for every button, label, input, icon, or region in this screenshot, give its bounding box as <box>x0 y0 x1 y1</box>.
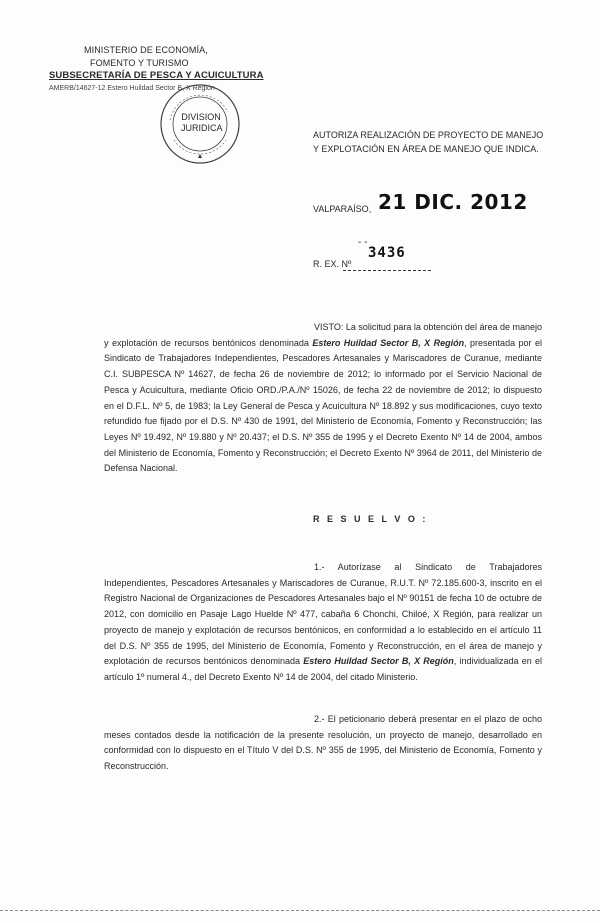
visto-rest: , presentada por el Sindicato de Trabajadores Independientes, Pescadores Artesanales y Mariscadores de Curanue, mediante C.I. SUBPESCA Nº 14627, de fecha 26 de noviembre de 2012; lo informado por el Servicio Nacional de Pesca y Acuicultura, mediante Oficio ORD./P.A./Nº 15026, de fecha 22 de noviembre de 2012; lo dispuesto en el D.F.L. Nº 5, de 1983; la Ley General de Pesca y Acuicultura Nº 18.892 y sus modificaciones, cuyo texto refundido fue fijado por el D.S. Nº 430 de 1991, del Ministerio de Economía, Fomento y Reconstrucción; las Leyes Nº 19.492, Nº 19.880 y Nº 20.437; el D.S. Nº 355 de 1995 y el Decreto Exento Nº 14 de 2004, ambos del Ministerio de Economía, Fomento y Reconstrucción; el Decreto Exento Nº 3964 de 2011, del Ministerio de Defensa Nacional. <box>104 337 542 474</box>
resuelvo-heading: R E S U E L V O : <box>313 514 428 524</box>
resolution-label: R. EX. Nº <box>313 259 352 269</box>
place-label: VALPARAÍSO, <box>313 204 372 214</box>
subsecretaria-name: SUBSECRETARÍA DE PESCA Y ACUICULTURA <box>49 70 264 81</box>
visto-lead: VISTO: La solicitud para la obtención del área de manejo y explotación de recursos bentónicos denominada <box>104 322 542 348</box>
article-1-rest: , individualizada en el artículo 1º numeral 4., del Decreto Exento Nº 14 de 2004, del citado Ministerio. <box>104 656 542 682</box>
title-line-1: AUTORIZA REALIZACIÓN DE PROYECTO DE MANEJO <box>313 130 544 140</box>
number-underline <box>343 270 431 271</box>
page-bottom-rule <box>0 910 600 911</box>
resolution-title <box>313 128 553 156</box>
article-1-lead: 1.- Autorízase al Sindicato de Trabajadores Independientes, Pescadores Artesanales y Mariscadores de Curanue, R.U.T. Nº 72.185.600-3, inscrito en el Registro Nacional de Organizaciones de Pescadores Artesanales bajo el Nº 90151 de fecha 10 de octubre de 2012, con domicilio en Pasaje Lago Huelde Nº 477, cabaña 6 Chonchi, Chiloé, X Región, para realizar un proyecto de manejo y explotación de recursos bentónicos, en conformidad a lo establecido en el artículo 11 del D.S. Nº 355 de 1995, del Ministerio de Economía, Fomento y Reconstrucción, en el área de manejo y explotación de recursos bentónicos denominada <box>104 562 542 667</box>
division-juridica-stamp <box>158 82 242 166</box>
visto-area-name: Estero Huildad Sector B, X Región <box>312 337 465 348</box>
ministry-subtitle: FOMENTO Y TURISMO <box>90 58 189 68</box>
resolution-number: 3436 <box>368 245 406 261</box>
ministry-name: MINISTERIO DE ECONOMÍA, <box>84 45 208 55</box>
stamp-line-1: DIVISION <box>181 112 221 122</box>
article-1-area-name: Estero Huildad Sector B, X Región <box>303 656 454 667</box>
reference-code: AMERB/14627-12 Estero Huildad Sector B, X Región <box>49 85 215 92</box>
visto-paragraph <box>104 320 542 477</box>
handwritten-date: 21 DIC. 2012 <box>378 190 528 214</box>
article-2-paragraph: 2.- El peticionario deberá presentar en el plazo de ocho meses contados desde la notificación de la presente resolución, un proyecto de manejo, desarrollado en conformidad con lo dispuesto en el Título V del D.S. Nº 355 de 1995, del Ministerio de Economía, Fomento y Reconstrucción. <box>104 714 542 772</box>
article-1-paragraph <box>104 560 542 686</box>
title-line-2: Y EXPLOTACIÓN EN ÁREA DE MANEJO QUE INDICA. <box>313 144 539 154</box>
stamp-line-2: JURIDICA <box>181 123 223 133</box>
number-prefix-mark: - - <box>358 237 368 248</box>
